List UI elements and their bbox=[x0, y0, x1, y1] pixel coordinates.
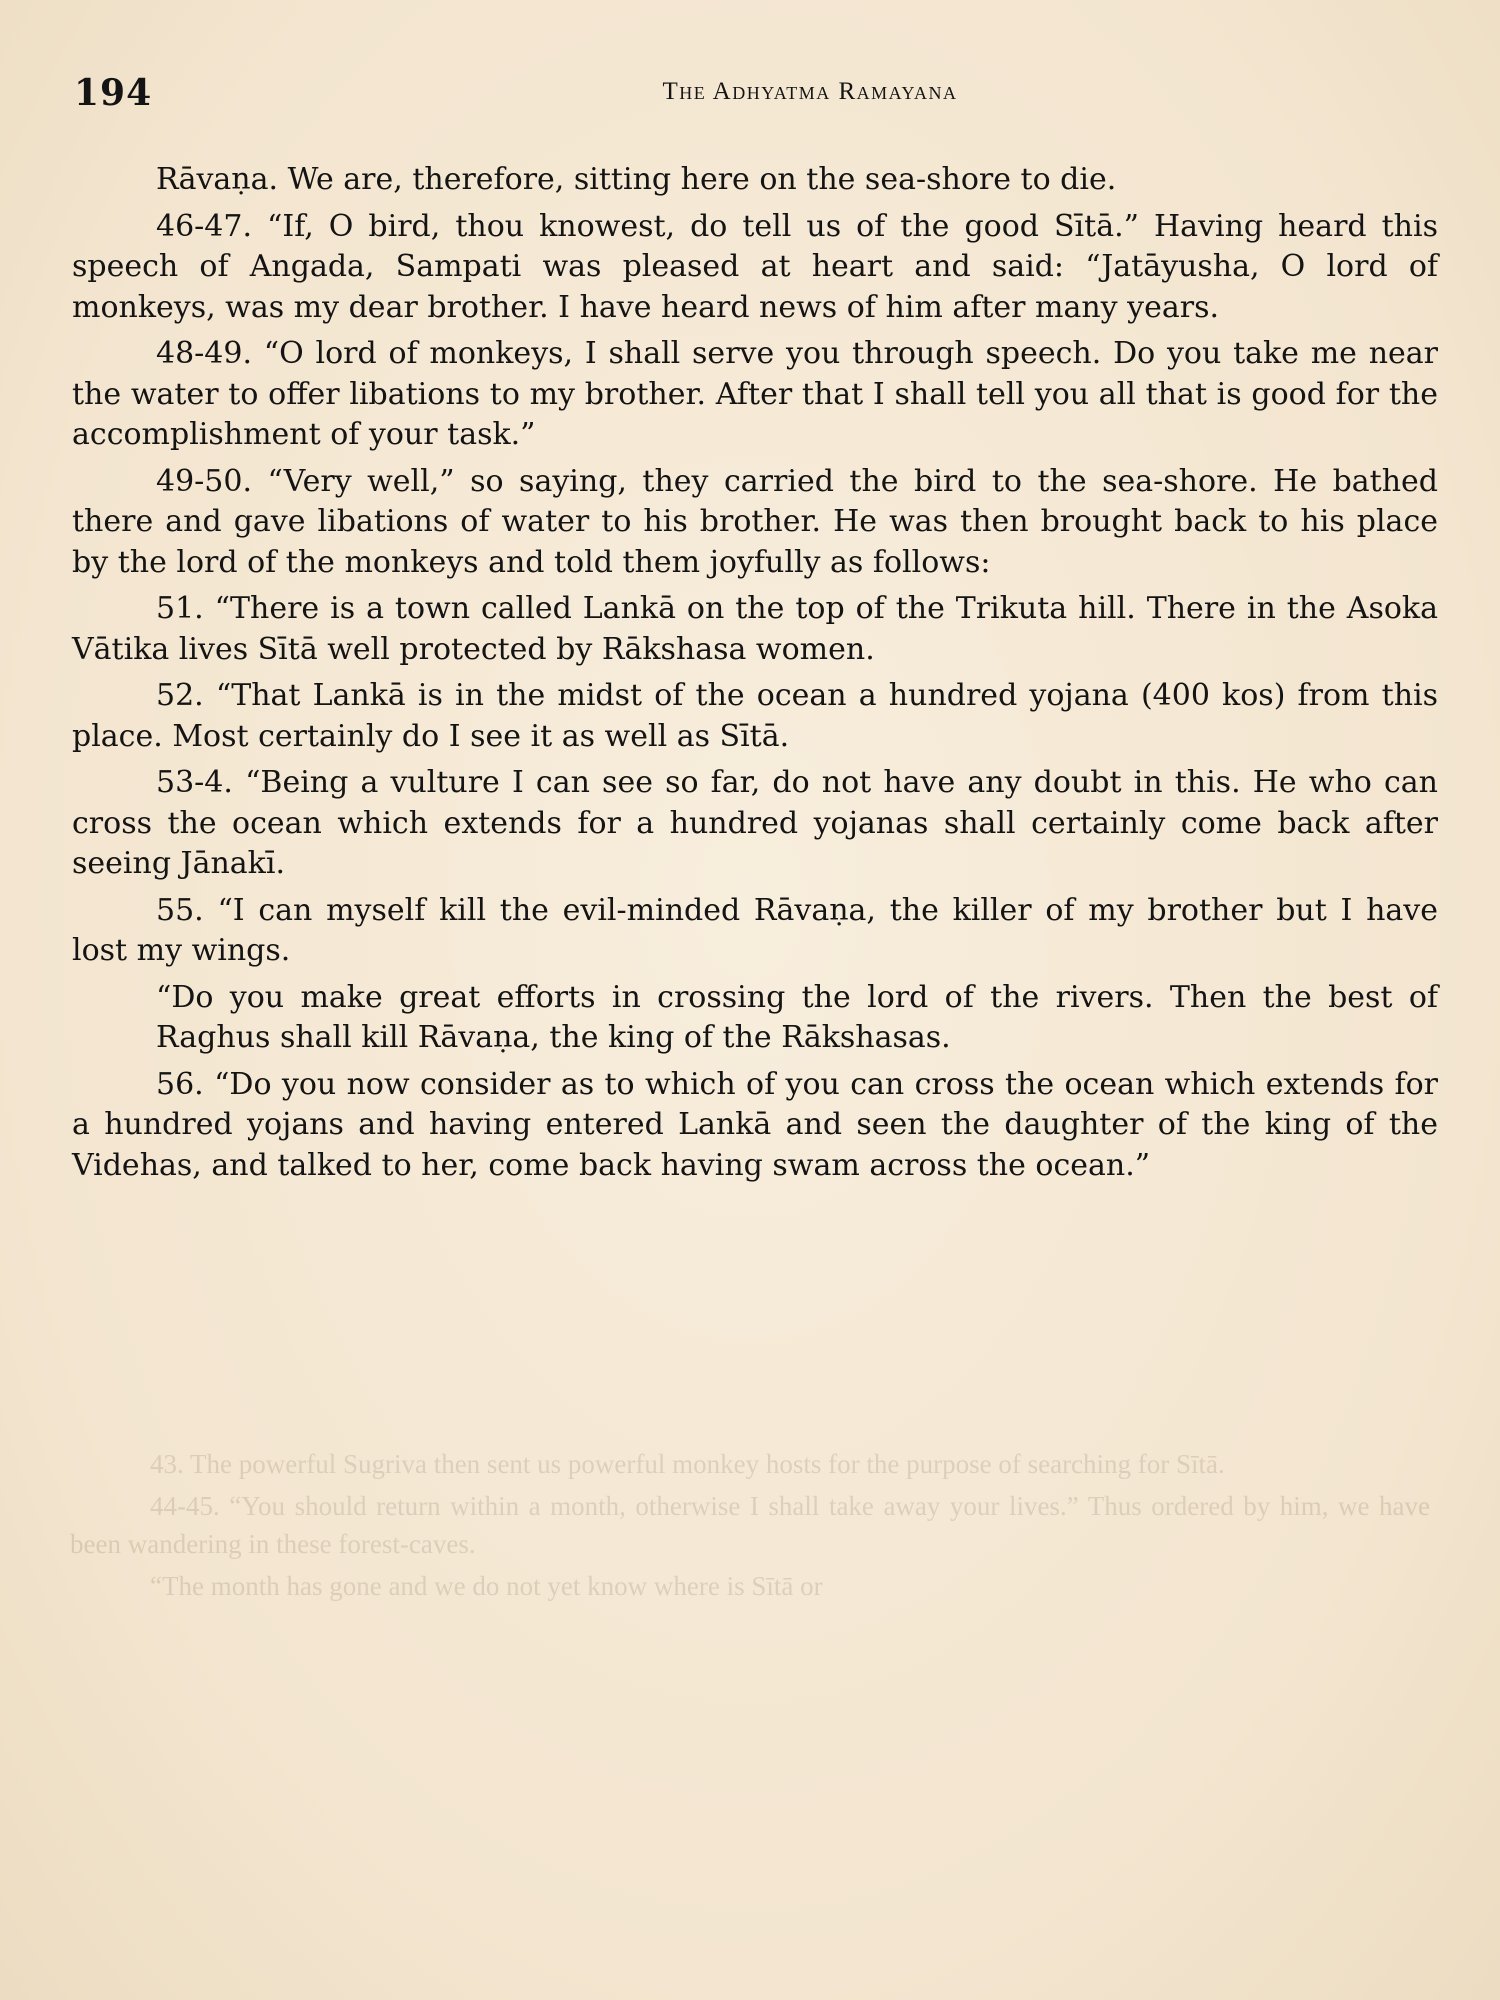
show-through-text bbox=[70, 1445, 1430, 1609]
paragraph: 48-49. “O lord of monkeys, I shall serve you through speech. Do you take me near the water to offer libations to my brother. After that I shall tell you all that is good for the accomplishment of your task.” bbox=[72, 336, 1438, 452]
paragraph: Rāvaṇa. We are, therefore, sitting here on the sea-shore to die. bbox=[156, 162, 1117, 197]
paragraph: 55. “I can myself kill the evil-minded Rāvaṇa, the killer of my brother but I have lost my wings. bbox=[72, 892, 1438, 968]
page-number: 194 bbox=[74, 72, 153, 114]
paragraph: 49-50. “Very well,” so saying, they carried the bird to the sea-shore. He bathed there and gave libations of water to his brother. He was then brought back to his place by the lord of the monkeys and told them joyfully as follows: bbox=[72, 463, 1438, 580]
running-title: The Adhyatma Ramayana bbox=[662, 78, 958, 105]
paragraph: “Do you make great efforts in crossing the lord of the rivers. Then the best of Raghus shall kill Rāvaṇa, the king of the Rākshasas. bbox=[156, 979, 1438, 1055]
body-text bbox=[72, 160, 1438, 1192]
paragraph: 56. “Do you now consider as to which of you can cross the ocean which extends for a hundred yojans and having entered Lankā and seen the daughter of the king of the Videhas, and talked to her, come back having swam across the ocean.” bbox=[72, 1066, 1438, 1183]
page-header bbox=[70, 72, 1430, 122]
show-through-line: “The month has gone and we do not yet know where is Sītā or bbox=[150, 1571, 823, 1601]
paragraph: 52. “That Lankā is in the midst of the ocean a hundred yojana (400 kos) from this place. Most certainly do I see it as well as Sītā. bbox=[72, 678, 1438, 754]
show-through-line: 44-45. “You should return within a month, otherwise I shall take away your lives.” Thus ordered by him, we have been wandering in these forest-caves. bbox=[70, 1491, 1430, 1559]
show-through-line: 43. The powerful Sugriva then sent us powerful monkey hosts for the purpose of searching for Sītā. bbox=[150, 1449, 1225, 1479]
paragraph: 46-47. “If, O bird, thou knowest, do tell us of the good Sītā.” Having heard this speech of Angada, Sampati was pleased at heart and said: “Jatāyusha, O lord of monkeys, was my dear brother. I have heard news of him after many years. bbox=[72, 208, 1438, 325]
paragraph: 51. “There is a town called Lankā on the top of the Trikuta hill. There in the Asoka Vātika lives Sītā well protected by Rākshasa women. bbox=[72, 591, 1438, 667]
paragraph: 53-4. “Being a vulture I can see so far, do not have any doubt in this. He who can cross the ocean which extends for a hundred yojanas shall certainly come back after seeing Jānakī. bbox=[72, 765, 1438, 881]
